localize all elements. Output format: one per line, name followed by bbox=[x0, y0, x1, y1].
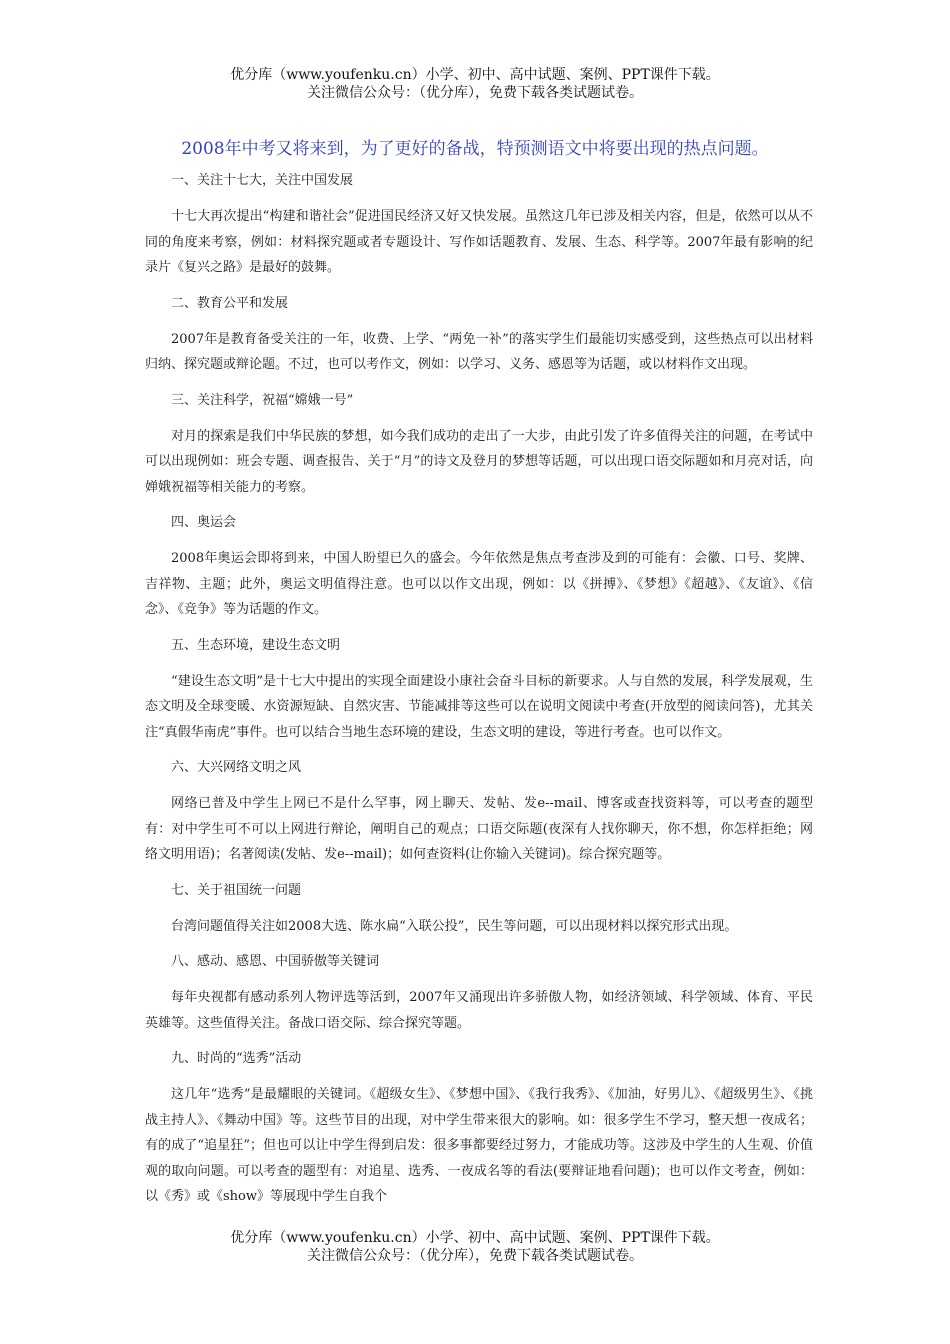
section-heading: 四、奥运会 bbox=[171, 515, 237, 530]
document-body bbox=[145, 170, 813, 1210]
section-paragraph: “建设生态文明”是十七大中提出的实现全面建设小康社会奋斗目标的新要求。人与自然的发展，科学发展观，生态文明及全球变暖、水资源短缺、自然灾害、节能减排等这些可以在说明文阅读中考查(开放型的阅读问答)，尤其关注“真假华南虎”事件。也可以结合当地生态环境的建设，生态文明的建设，等进行考查。也可以作文。 bbox=[145, 673, 813, 740]
section-heading: 六、大兴网络文明之风 bbox=[171, 760, 302, 775]
section-2 bbox=[145, 293, 813, 378]
section-paragraph: 对月的探索是我们中华民族的梦想，如今我们成功的走出了一大步，由此引发了许多值得关注的问题，在考试中可以出现例如：班会专题、调查报告、关于“月”的诗文及登月的梦想等话题，可以出现口语交际题如和月亮对话，向婵娥祝福等相关能力的考察。 bbox=[145, 428, 813, 495]
page-footer bbox=[0, 1229, 950, 1265]
section-heading: 八、感动、感恩、中国骄傲等关键词 bbox=[171, 954, 380, 969]
section-paragraph: 十七大再次提出“构建和谐社会”促进国民经济又好又快发展。虽然这几年已涉及相关内容，但是，依然可以从不同的角度来考察，例如：材料探究题或者专题设计、写作如话题教育、发展、生态、科学等。2007年最有影响的纪录片《复兴之路》是最好的鼓舞。 bbox=[145, 209, 813, 275]
section-heading: 五、生态环境，建设生态文明 bbox=[171, 637, 341, 653]
section-heading: 九、时尚的“选秀”活动 bbox=[171, 1051, 302, 1066]
section-heading: 一、关注十七大，关注中国发展 bbox=[171, 173, 354, 188]
footer-line-1: 优分库（www.youfenku.cn）小学、初中、高中试题、案例、PPT课件下载。 bbox=[230, 1230, 720, 1246]
section-paragraph: 2007年是教育备受关注的一年，收费、上学、“两免一补”的落实学生们最能切实感受到，这些热点可以出材料归纳、探究题或辩论题。不过，也可以考作文，例如：以学习、义务、感恩等为话题，或以材料作文出现。 bbox=[145, 331, 813, 372]
section-heading: 二、教育公平和发展 bbox=[171, 295, 289, 311]
section-heading: 三、关注科学，祝福“嫦娥一号” bbox=[171, 392, 354, 408]
section-8 bbox=[145, 951, 813, 1036]
header-line-2: 关注微信公众号：（优分库），免费下载各类试题试卷。 bbox=[307, 85, 643, 101]
page-header bbox=[0, 66, 950, 102]
section-paragraph: 每年央视都有感动系列人物评选等活到，2007年又涌现出许多骄傲人物，如经济领域、科学领域、体育、平民英雄等。这些值得关注。备战口语交际、综合探究等题。 bbox=[145, 990, 813, 1031]
section-9 bbox=[145, 1048, 813, 1210]
section-3 bbox=[145, 390, 813, 501]
document-title: 2008年中考又将来到，为了更好的备战，特预测语文中将要出现的热点问题。 bbox=[181, 139, 769, 159]
section-7 bbox=[145, 880, 813, 940]
section-heading: 七、关于祖国统一问题 bbox=[171, 882, 302, 898]
section-paragraph: 这几年“选秀”是最耀眼的关键词。《超级女生》、《梦想中国》、《我行我秀》、《加油，好男儿》、《超级男生》、《挑战主持人》、《舞动中国》等。这些节目的出现，对中学生带来很大的影响。如：很多学生不学习，整天想一夜成名；有的成了“追星狂”；但也可以让中学生得到启发：很多事都要经过努力，才能成功等。这涉及中学生的人生观、价值观的取向问题。可以考查的题型有：对追星、选秀、一夜成名等的看法(要辩证地看问题)；也可以作文考查，例如：以《秀》或《show》等展现中学生自我个 bbox=[145, 1087, 813, 1204]
footer-line-2: 关注微信公众号：（优分库），免费下载各类试题试卷。 bbox=[307, 1248, 643, 1264]
section-5 bbox=[145, 635, 813, 746]
section-1 bbox=[145, 170, 813, 281]
section-4 bbox=[145, 512, 813, 623]
section-paragraph: 台湾问题值得关注如2008大选、陈水扁“入联公投”，民生等问题，可以出现材料以探究形式出现。 bbox=[171, 918, 738, 934]
section-paragraph: 网络已普及中学生上网已不是什么罕事，网上聊天、发帖、发e--mail、博客或查找资料等，可以考查的题型有：对中学生可不可以上网进行辩论，阐明自己的观点；口语交际题(夜深有人找你聊天，你不想，你怎样拒绝；网络文明用语)；名著阅读(发帖、发e--mail)；如何查资料(让你输入关键词)。综合探究题等。 bbox=[145, 796, 813, 862]
header-line-1: 优分库（www.youfenku.cn）小学、初中、高中试题、案例、PPT课件下载。 bbox=[230, 67, 720, 83]
section-6 bbox=[145, 757, 813, 868]
section-paragraph: 2008年奥运会即将到来，中国人盼望已久的盛会。今年依然是焦点考查涉及到的可能有：会徽、口号、奖牌、吉祥物、主题；此外，奥运文明值得注意。也可以以作文出现，例如：以《拼搏》、《梦想》《超越》、《友谊》、《信念》、《竞争》等为话题的作文。 bbox=[145, 551, 813, 617]
